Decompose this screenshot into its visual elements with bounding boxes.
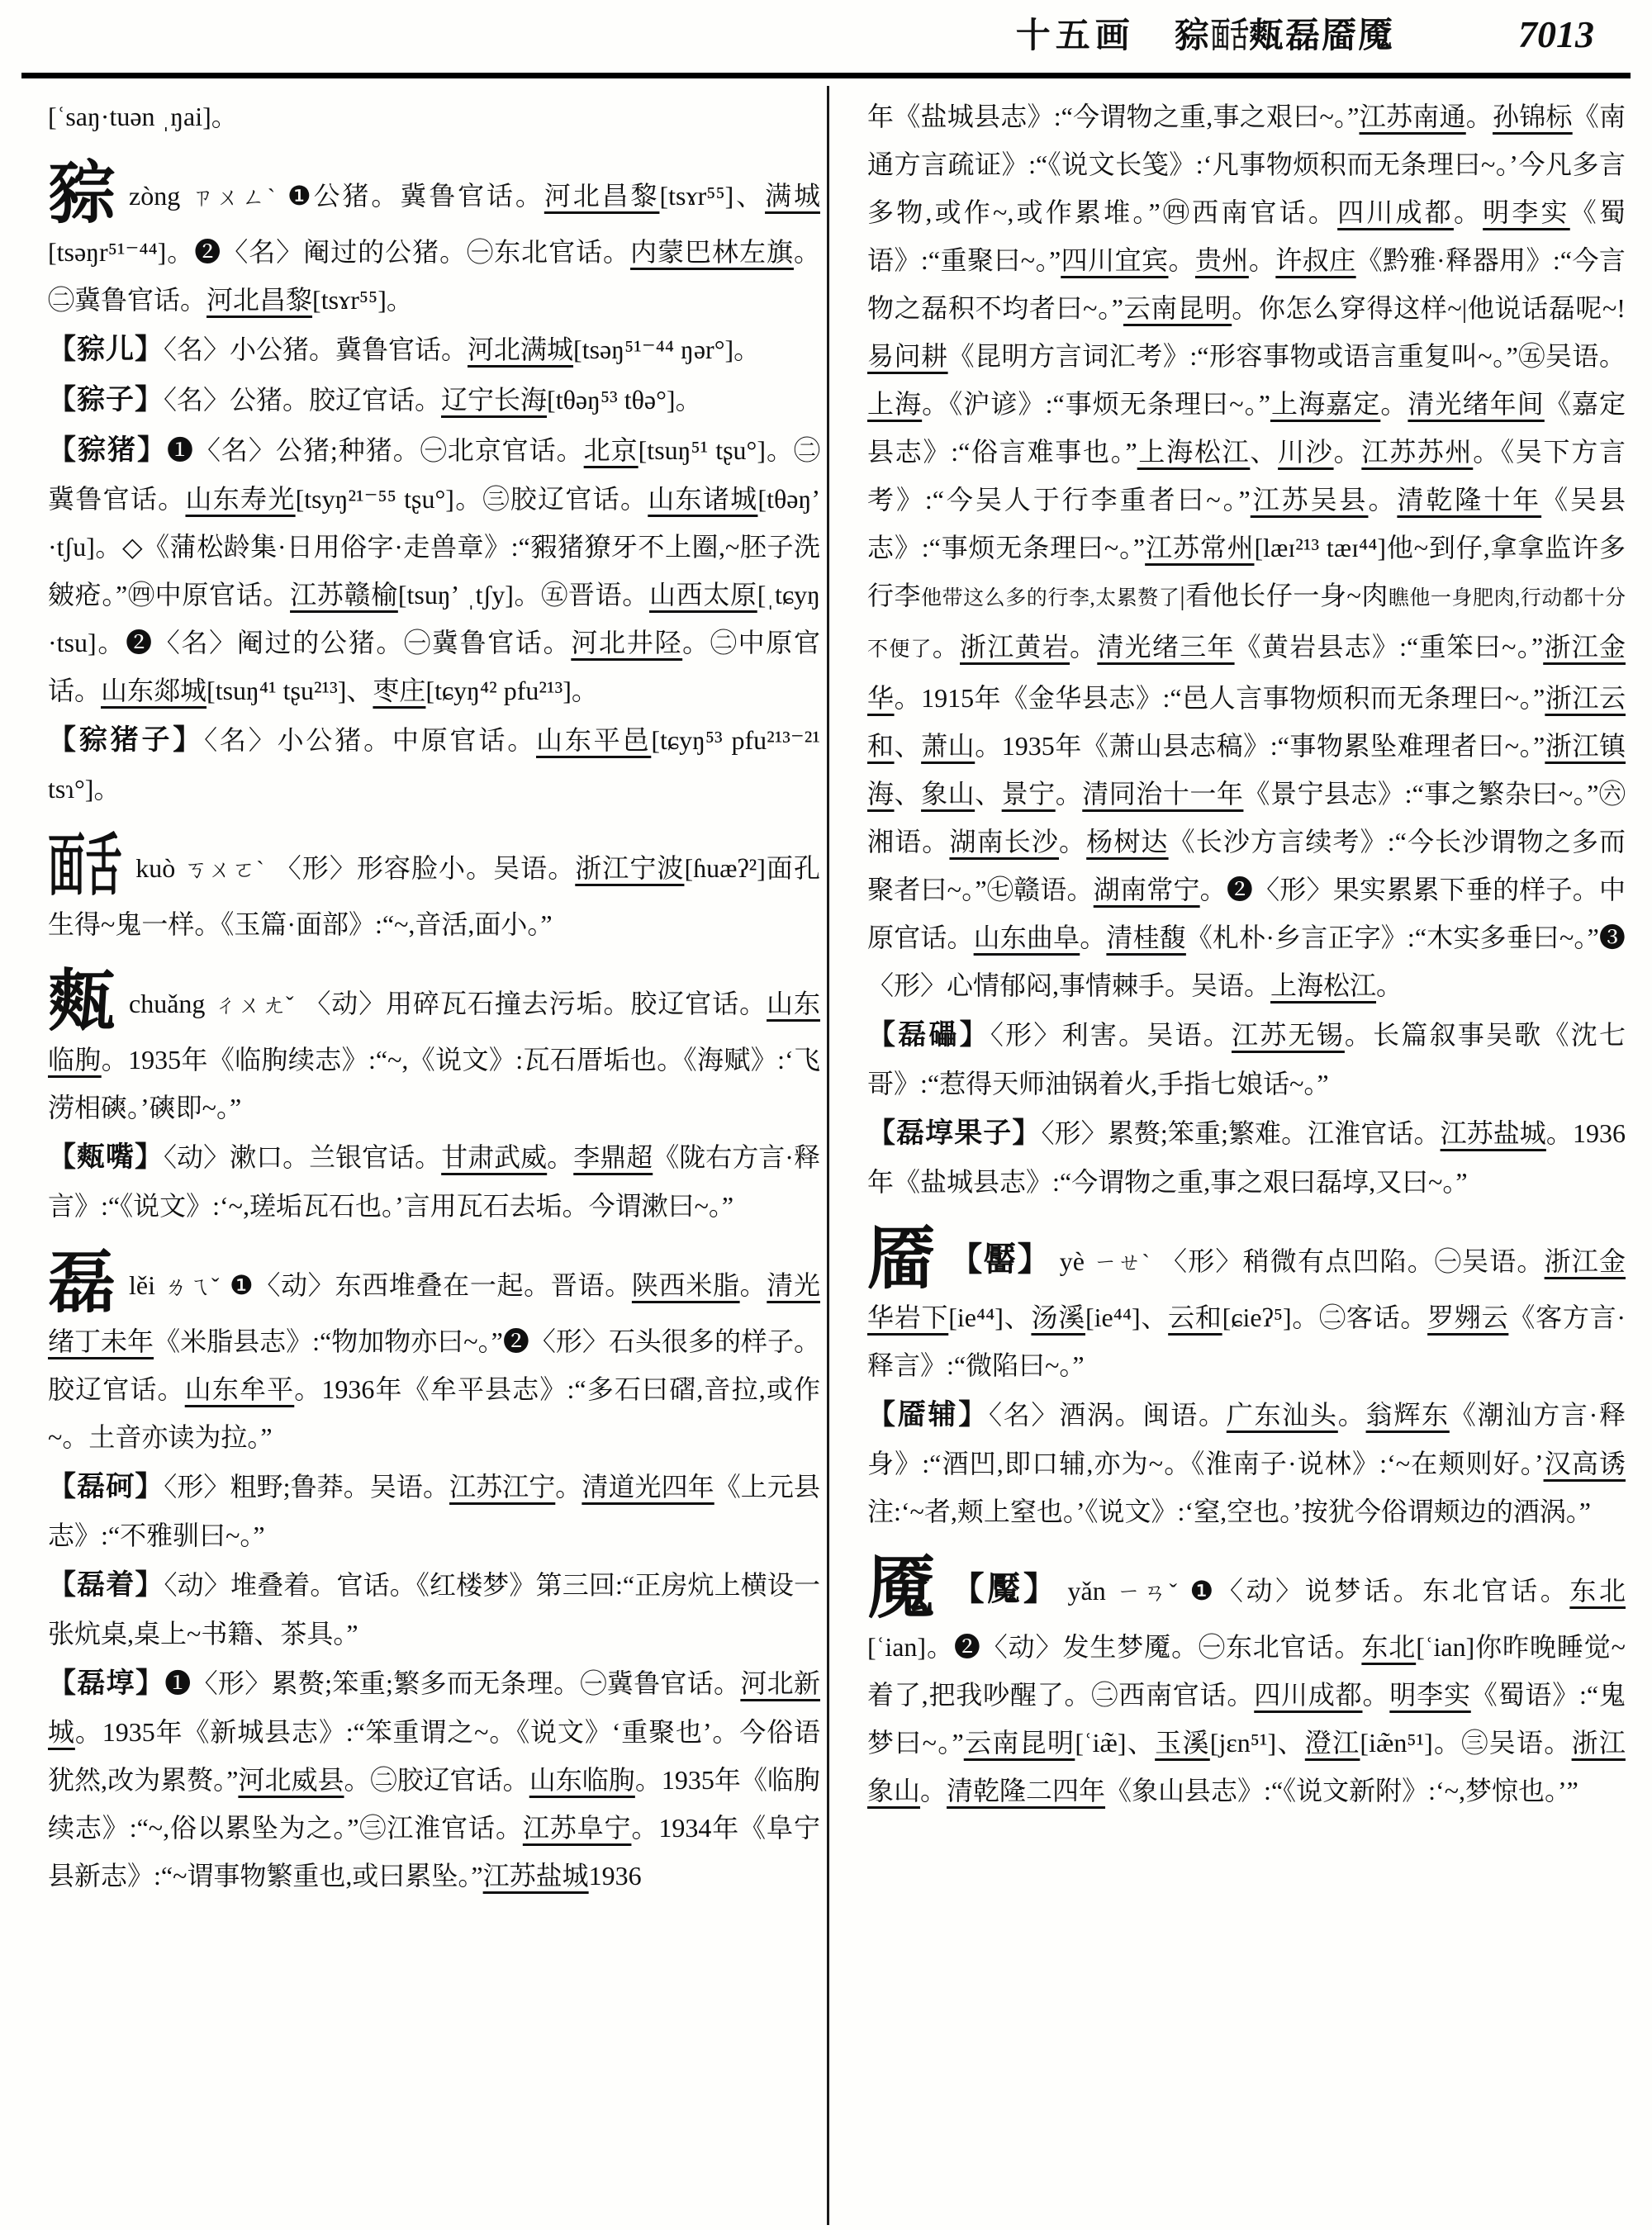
bopomofo: ㄌㄟˇ xyxy=(164,1274,221,1300)
entry-text: 。㊁中原官话。 xyxy=(48,628,820,705)
subentry-headword: 【䝋儿】 xyxy=(48,334,164,365)
headword-entry xyxy=(48,828,820,948)
subentry-headword: 【䝋子】 xyxy=(48,385,164,415)
proper-noun: 湖南常宁 xyxy=(1093,875,1200,904)
headword-entry xyxy=(867,1551,1626,1815)
entry-text: 。 xyxy=(920,1776,947,1805)
subentry-headword: 【磊礧】 xyxy=(867,1020,990,1051)
proper-noun: 萧山 xyxy=(921,731,976,761)
subentry-headword: 【磊埻果子】 xyxy=(867,1118,1042,1149)
proper-noun: 云南昆明 xyxy=(1123,293,1232,323)
entry-text: 《蜀语》:“鬼梦曰~。” xyxy=(867,1680,1626,1758)
entry-text: [tsuŋʼ ˌtʃy]。㊄晋语。 xyxy=(397,580,649,610)
entry-text: 。 xyxy=(1376,970,1403,1000)
proper-noun: 贵州 xyxy=(1194,245,1249,275)
sub-entry xyxy=(48,1561,820,1658)
proper-noun: 甘肃武威 xyxy=(441,1142,548,1172)
pinyin: yǎn xyxy=(1067,1576,1106,1606)
entry-text: 、 xyxy=(894,779,922,809)
entry-text: 、 xyxy=(894,731,922,761)
entry-text: 〈名〉酒涡。闽语。 xyxy=(989,1400,1227,1430)
entry-text: 〈动〉用碎瓦石撞去污垢。胶辽官话。 xyxy=(304,989,767,1018)
traditional-form: 【魘】 xyxy=(948,1570,1060,1607)
entry-text: 〈动〉堆叠着。官话。《红楼梦》第三回:“正房炕上横设一张炕桌,桌上~书籍、茶具。” xyxy=(48,1570,820,1649)
proper-noun: 浙江金华岩下 xyxy=(867,1246,1626,1332)
entry-text: 。 xyxy=(1380,389,1408,419)
entry-text: 。 xyxy=(1248,245,1276,275)
subentry-headword: 【磊埻】 xyxy=(48,1668,165,1699)
entry-text: 。 xyxy=(1055,779,1083,809)
entry-text: [jɛn⁵¹]、 xyxy=(1209,1728,1305,1758)
pinyin: lěi xyxy=(129,1270,155,1300)
proper-noun: 浙江象山 xyxy=(867,1728,1626,1805)
proper-noun: 山东寿光 xyxy=(185,484,296,514)
entry-text: 。 xyxy=(1337,1400,1366,1430)
headword-char xyxy=(1211,15,1249,58)
traditional-form: 【靨】 xyxy=(948,1241,1051,1278)
entry-text: [tsuŋ⁵¹ tʂu°]。㊁冀鲁官话。 xyxy=(48,435,820,514)
headword-char: 䝋 xyxy=(48,156,116,231)
entry-text: 《昆明方言词汇考》:“形容事物或语言重复叫~。”㊄吴语。 xyxy=(947,341,1626,371)
proper-noun: 江苏无锡 xyxy=(1231,1020,1345,1050)
entry-text: 〈形〉累赘;笨重;繁难。江淮官话。 xyxy=(1041,1118,1441,1148)
entry-text: 。 xyxy=(555,1472,582,1502)
subentry-headword: 【㼽嘴】 xyxy=(48,1142,164,1173)
subentry-headword: 【磊砢】 xyxy=(48,1472,164,1502)
entry-text: [tsəŋr⁵¹⁻⁴⁴]。❷〈名〉阉过的公猪。㊀东北官话。 xyxy=(48,237,631,267)
proper-noun: 满城 xyxy=(765,181,820,211)
entry-text: 〈名〉小公猪。冀鲁官话。 xyxy=(164,334,468,364)
headword-char: 魇 xyxy=(1357,17,1394,55)
entry-text: 1936 xyxy=(588,1861,642,1891)
proper-noun: 江苏阜宁 xyxy=(522,1813,632,1843)
entry-text: 。 xyxy=(739,1270,767,1300)
entry-text: [ʿian]你昨晚睡觉~着了,把我吵醒了。㊁西南官话。 xyxy=(867,1632,1626,1710)
proper-noun: 孙锦标 xyxy=(1492,102,1573,131)
proper-noun: 山东平邑 xyxy=(536,725,652,755)
entry-text: 。 xyxy=(1080,923,1107,952)
entry-text: [tɕyŋ⁵³ pfu²¹³⁻²¹ tsɿ°]。 xyxy=(48,725,820,804)
proper-noun: 河北威县 xyxy=(238,1765,344,1795)
entry-text: [tsɤr⁵⁵]、 xyxy=(659,181,766,211)
headword-char: 䝋 xyxy=(1174,17,1211,55)
subentry-headword: 【靥辅】 xyxy=(867,1400,990,1431)
proper-noun: 东北 xyxy=(1361,1632,1417,1662)
entry-text: 〈名〉公猪。胶辽官话。 xyxy=(164,385,442,415)
proper-noun: 湖南长沙 xyxy=(949,827,1060,856)
proper-noun: 浙江云和 xyxy=(867,683,1626,761)
entry-text: 。 xyxy=(1453,197,1483,227)
entry-text: 。❷〈形〉果实累累下垂的样子。中原官话。 xyxy=(867,875,1626,952)
entry-text: [ʿiæ̃]、 xyxy=(1075,1728,1156,1758)
entry-text: [tsuŋ⁴¹ tʂu²¹³]、 xyxy=(206,676,373,705)
headword-char-part: 舌 xyxy=(1229,17,1251,55)
continuation-entry xyxy=(867,93,1626,1009)
sub-entry xyxy=(48,376,820,425)
gloss-text: 瞧他一身肥肉,行动都十分不便了 xyxy=(867,587,1626,661)
proper-noun: 山东牟平 xyxy=(184,1374,295,1404)
headword-char-part: 面 xyxy=(1210,17,1231,55)
entry-text: 注:‘~者,颊上窒也。’《说文》:‘窒,空也。’按犹今俗谓颊边的酒涡。” xyxy=(867,1497,1591,1526)
headword-entry xyxy=(867,1222,1626,1389)
entry-text: 《米脂县志》:“物加物亦曰~。”❷〈形〉石头很多的样子。胶辽官话。 xyxy=(48,1326,820,1404)
column-divider xyxy=(827,86,829,2225)
bopomofo: ㄧㄢˇ xyxy=(1113,1580,1180,1606)
proper-noun: 浙江金华 xyxy=(867,632,1626,713)
entry-text: 《南通方言疏证》:“《说文长笺》:‘凡事物烦积而无条理曰~。’今凡多言多物,或作~,或作累堆。”㊃西南官话。 xyxy=(867,102,1626,227)
entry-text: 年《盐城县志》:“今谓物之重,事之艰曰~。” xyxy=(867,102,1360,131)
entry-text: ❶〈形〉累赘;笨重;繁多而无条理。㊀冀鲁官话。 xyxy=(164,1668,741,1698)
proper-noun: 澄江 xyxy=(1304,1728,1360,1758)
proper-noun: 江苏江宁 xyxy=(449,1472,556,1502)
proper-noun: 清桂馥 xyxy=(1106,923,1186,952)
subentry-headword: 【䝋猪子】 xyxy=(48,725,205,756)
proper-noun: 景宁 xyxy=(1001,779,1056,809)
subentry-headword: 【䝋猪】 xyxy=(48,435,167,466)
right-column xyxy=(867,93,1626,1815)
entry-text: 〈形〉形容脸小。吴语。 xyxy=(274,853,576,883)
proper-noun: 山东郯城 xyxy=(101,676,207,705)
left-column xyxy=(48,93,820,1900)
entry-text: 。 xyxy=(1070,632,1098,662)
bopomofo: ㄧㄝˋ xyxy=(1092,1250,1151,1276)
proper-noun: 汉高诱 xyxy=(1543,1449,1626,1478)
proper-noun: 浙江宁波 xyxy=(575,853,685,883)
proper-noun: 汤溪 xyxy=(1031,1302,1085,1332)
bopomofo: ㄔㄨㄤˇ xyxy=(213,993,295,1018)
entry-text: 《嘉定县志》:“俗言难事也。” xyxy=(867,389,1626,467)
entry-text: [iæ̃n⁵¹]。㊂吴语。 xyxy=(1360,1728,1572,1758)
entry-text: 。 xyxy=(1333,437,1362,467)
bopomofo: ㄎㄨㄛˋ xyxy=(183,857,265,883)
proper-noun: 江苏赣榆 xyxy=(290,580,398,610)
proper-noun: 上海嘉定 xyxy=(1270,389,1381,419)
entry-text: 《上元县志》:“不雅驯曰~。” xyxy=(48,1472,820,1550)
entry-text: 〈形〉稍微有点凹陷。㊀吴语。 xyxy=(1161,1246,1545,1276)
entry-text: 。1936年《牟平县志》:“多石曰磖,音拉,或作~。土音亦读为拉。” xyxy=(48,1374,820,1452)
headword-char-part: 舌 xyxy=(85,828,123,904)
headword-entry xyxy=(48,964,820,1132)
entry-text: 。1935年《临朐续志》:“~,俗以累坠为之。”㊂江淮官话。 xyxy=(48,1765,820,1843)
proper-noun: 山东曲阜 xyxy=(973,923,1080,952)
entry-text: 《象山县志》:“《说文新附》:‘~,梦惊也。’” xyxy=(1105,1776,1578,1805)
entry-text: 。 xyxy=(1059,827,1087,856)
entry-text: [tθəŋʼ ·tʃu]。◇《蒲松龄集·日用俗字·走兽章》:“豭猪獠牙不上圈,~胚子洗皴疮。”㊃中原官话。 xyxy=(48,484,820,610)
entry-text: [tɕyŋ⁴² pfu²¹³]。 xyxy=(425,676,598,705)
entry-text: 。1935年《萧山县志稿》:“事物累坠难理者曰~。” xyxy=(975,731,1545,761)
pinyin: chuǎng xyxy=(129,989,206,1018)
proper-noun: 河北昌黎 xyxy=(206,285,313,315)
entry-text: [tsyŋ²¹⁻⁵⁵ tʂu°]。㊂胶辽官话。 xyxy=(295,484,648,514)
sub-entry xyxy=(48,1659,820,1900)
entry-text: 。 xyxy=(547,1142,574,1172)
subentry-headword: 【磊着】 xyxy=(48,1570,164,1601)
entry-text: [ɕieʔ⁵]。㊁客话。 xyxy=(1222,1302,1428,1332)
proper-noun: 上海松江 xyxy=(1137,437,1251,467)
entry-text: 《长沙方言续考》:“今长沙谓物之多而聚者曰~。”㊆赣语。 xyxy=(867,827,1626,904)
entry-text: 、 xyxy=(1250,437,1279,467)
entry-text: [ie⁴⁴]、 xyxy=(948,1302,1032,1332)
sub-entry xyxy=(867,1109,1626,1206)
entry-text: 《客方言·释言》:“微陷曰~。” xyxy=(867,1302,1626,1380)
entry-text: 《黔雅·释器用》:“今言物之磊积不均者曰~。” xyxy=(867,245,1626,323)
entry-text: 〈形〉利害。吴语。 xyxy=(990,1020,1232,1050)
proper-noun: 浙江镇海 xyxy=(867,731,1626,809)
headword-entry xyxy=(48,1245,820,1461)
proper-noun: 山东临朐 xyxy=(529,1765,635,1795)
header-guide-characters xyxy=(1175,15,1394,58)
entry-text: 。 xyxy=(1168,245,1195,275)
gloss-text: 他带这么多的行李,太累赘了 xyxy=(921,587,1180,610)
continuation-entry xyxy=(48,93,820,140)
entry-text: 《黄岩县志》:“重笨曰~。” xyxy=(1234,632,1544,662)
proper-noun: 北京 xyxy=(583,435,638,465)
proper-noun: 玉溪 xyxy=(1155,1728,1210,1758)
entry-text: 。1934年《阜宁县新志》:“~谓事物繁重也,或曰累坠。” xyxy=(48,1813,820,1891)
entry-text: [ie⁴⁴]、 xyxy=(1085,1302,1169,1332)
entry-text: 〈名〉小公猪。中原官话。 xyxy=(204,725,537,755)
proper-noun: 内蒙巴林左旗 xyxy=(630,237,794,267)
proper-noun: 清光绪丁未年 xyxy=(48,1270,820,1356)
proper-noun: 罗翙云 xyxy=(1427,1302,1509,1332)
proper-noun: 东北 xyxy=(1569,1576,1626,1606)
entry-text: ❶〈名〉公猪;种猪。㊀北京官话。 xyxy=(166,435,584,465)
sub-entry xyxy=(867,1011,1626,1108)
entry-text: 《蜀语》:“重聚曰~。” xyxy=(867,197,1626,275)
proper-noun: 辽宁长海 xyxy=(441,385,548,415)
headword-char: 魇 xyxy=(867,1551,936,1626)
proper-noun: 江苏盐城 xyxy=(1440,1118,1546,1148)
entry-text: 。1936年《盐城县志》:“今谓物之重,事之艰曰磊埻,又曰~。” xyxy=(867,1118,1626,1197)
headword-char: 磊 xyxy=(48,1245,116,1321)
entry-text: 《陇右方言·释言》:“《说文》:‘~,瑳垢瓦石也。’言用瓦石去垢。今谓漱曰~。” xyxy=(48,1142,820,1221)
entry-text: 《吴县志》:“事烦无条理曰~。” xyxy=(867,485,1626,562)
proper-noun: 清光绪三年 xyxy=(1097,632,1235,662)
pinyin: kuò xyxy=(135,853,176,883)
stroke-count-section: 十五画 xyxy=(1015,17,1135,55)
proper-noun: 江苏常州 xyxy=(1145,533,1255,562)
entry-text: 〈动〉漱口。兰银官话。 xyxy=(164,1142,442,1172)
headword-char: 㼽 xyxy=(1248,17,1285,55)
proper-noun: 江苏盐城 xyxy=(482,1861,589,1891)
proper-noun: 上海松江 xyxy=(1270,970,1377,1000)
proper-noun: 李鼎超 xyxy=(573,1142,653,1172)
entry-text: |看他长仔一身~肉 xyxy=(1180,581,1389,610)
entry-text: 。 xyxy=(932,632,961,662)
headword-char: 磊 xyxy=(1284,17,1322,55)
proper-noun: 明李实 xyxy=(1483,197,1570,227)
proper-noun: 杨树达 xyxy=(1086,827,1169,856)
page-header xyxy=(0,13,1652,58)
proper-noun: 浙江黄岩 xyxy=(960,632,1070,662)
entry-text: [tsɤr⁵⁵]。 xyxy=(312,285,413,315)
entry-text: 。《吴下方言考》:“今吴人于行李重者曰~。” xyxy=(867,437,1626,515)
proper-noun: 清道光四年 xyxy=(582,1472,714,1502)
proper-noun: 清乾隆二四年 xyxy=(947,1776,1106,1805)
bopomofo: ㄗㄨㄥˋ xyxy=(188,185,278,211)
entry-text: 。 xyxy=(1465,102,1493,131)
entry-text: 。 xyxy=(1368,485,1398,515)
entry-text: 。长篇叙事吴歌《沈七哥》:“惹得天师油锅着火,手指七娘话~。” xyxy=(867,1020,1626,1098)
entry-text: ❶〈动〉东西堆叠在一起。晋语。 xyxy=(230,1270,632,1300)
proper-noun: 江苏南通 xyxy=(1359,102,1466,131)
entry-text: 。㊁冀鲁官话。 xyxy=(48,237,820,315)
proper-noun: 云和 xyxy=(1168,1302,1222,1332)
headword-char: 㼽 xyxy=(48,964,116,1039)
proper-noun: 陕西米脂 xyxy=(631,1270,740,1300)
sub-entry xyxy=(48,716,820,813)
sub-entry xyxy=(48,426,820,714)
proper-noun: 四川成都 xyxy=(1254,1680,1363,1710)
entry-text: [ʿsaŋ·tuən ˌŋai]。 xyxy=(48,102,238,131)
proper-noun: 山东诸城 xyxy=(648,484,758,514)
proper-noun: 河北昌黎 xyxy=(544,181,660,211)
proper-noun: 枣庄 xyxy=(373,676,426,705)
entry-text: 。㊁胶辽官话。 xyxy=(344,1765,529,1795)
entry-text: [ɦuæʔ²]面孔生得~鬼一样。《玉篇·面部》:“~,音活,面小。” xyxy=(48,853,820,939)
entry-text: ❶〈动〉说梦话。东北官话。 xyxy=(1189,1576,1570,1606)
proper-noun: 山东临朐 xyxy=(48,989,820,1075)
entry-text: 。《沪谚》:“事烦无条理曰~。” xyxy=(922,389,1270,419)
entry-text: 《札朴·乡言正字》:“木实多垂曰~。”❸〈形〉心情郁闷,事情棘手。吴语。 xyxy=(867,923,1626,1000)
entry-text: [læɪ²¹³ tæɪ⁴⁴]他~到仔,拿拿监许多行李 xyxy=(867,533,1626,610)
proper-noun: 翁辉东 xyxy=(1365,1400,1450,1430)
pinyin: zòng xyxy=(129,181,181,211)
entry-text: ❶公猪。冀鲁官话。 xyxy=(287,181,544,211)
entry-text: 。 xyxy=(1362,1680,1390,1710)
sub-entry xyxy=(48,1133,820,1230)
proper-noun: 江苏苏州 xyxy=(1361,437,1474,467)
entry-text: 。1915年《金华县志》:“邑人言事物烦积而无条理曰~。” xyxy=(894,683,1545,713)
entry-text: [ˌtɕyŋ ·tsu]。❷〈名〉阉过的公猪。㊀冀鲁官话。 xyxy=(48,580,820,657)
proper-noun: 许叔庄 xyxy=(1275,245,1356,275)
proper-noun: 四川成都 xyxy=(1337,197,1454,227)
sub-entry xyxy=(48,325,820,374)
entry-text: 。你怎么穿得这样~|他说话磊呢~! xyxy=(1232,293,1626,323)
proper-noun: 河北新城 xyxy=(48,1668,820,1747)
proper-noun: 清光绪年间 xyxy=(1408,389,1545,419)
entry-text: 〈形〉粗野;鲁莽。吴语。 xyxy=(164,1472,450,1502)
proper-noun: 广东汕头 xyxy=(1226,1400,1338,1430)
proper-noun: 上海 xyxy=(867,389,923,419)
headword-entry xyxy=(48,156,820,324)
proper-noun: 山西太原 xyxy=(648,580,757,610)
entry-text: [tsəŋ⁵¹⁻⁴⁴ ŋər°]。 xyxy=(573,334,761,364)
entry-text: 。1935年《新城县志》:“笨重谓之~。《说文》‘重聚也’。今俗语犹然,改为累赘。” xyxy=(48,1717,820,1795)
entry-text: 《景宁县志》:“事之繁杂曰~。”㊅湘语。 xyxy=(867,779,1626,856)
proper-noun: 清乾隆十年 xyxy=(1397,485,1542,515)
headword-char-part: 面 xyxy=(48,828,86,904)
proper-noun: 川沙 xyxy=(1278,437,1334,467)
proper-noun: 明李实 xyxy=(1389,1680,1471,1710)
proper-noun: 河北井陉 xyxy=(571,628,683,657)
proper-noun: 河北满城 xyxy=(468,334,574,364)
proper-noun: 易问耕 xyxy=(867,341,948,371)
entry-text: 《潮汕方言·释身》:“酒凹,即口辅,亦为~。《淮南子·说林》:‘~在颊则好。’ xyxy=(867,1400,1626,1478)
headword-char xyxy=(48,828,123,904)
proper-noun: 云南昆明 xyxy=(963,1728,1075,1758)
entry-text: 、 xyxy=(975,779,1002,809)
proper-noun: 四川宜宾 xyxy=(1061,245,1169,275)
sub-entry xyxy=(48,1463,820,1559)
headword-char: 靥 xyxy=(867,1222,936,1297)
entry-text: 。1935年《临朐续志》:“~,《说文》:瓦石厝垢也。《海赋》:‘飞涝相磢。’磢即~。” xyxy=(48,1045,820,1122)
proper-noun: 江苏吴县 xyxy=(1250,485,1369,515)
entry-text: [tθəŋ⁵³ tθə°]。 xyxy=(547,385,702,415)
page-number: 7013 xyxy=(1518,13,1594,55)
proper-noun: 清同治十一年 xyxy=(1082,779,1244,809)
headword-char: 靥 xyxy=(1321,17,1358,55)
sub-entry xyxy=(867,1391,1626,1535)
entry-text: [ʿian]。❷〈动〉发生梦魇。㊀东北官话。 xyxy=(867,1632,1362,1662)
proper-noun: 象山 xyxy=(921,779,976,809)
header-rule xyxy=(21,73,1631,78)
pinyin: yè xyxy=(1059,1246,1085,1276)
